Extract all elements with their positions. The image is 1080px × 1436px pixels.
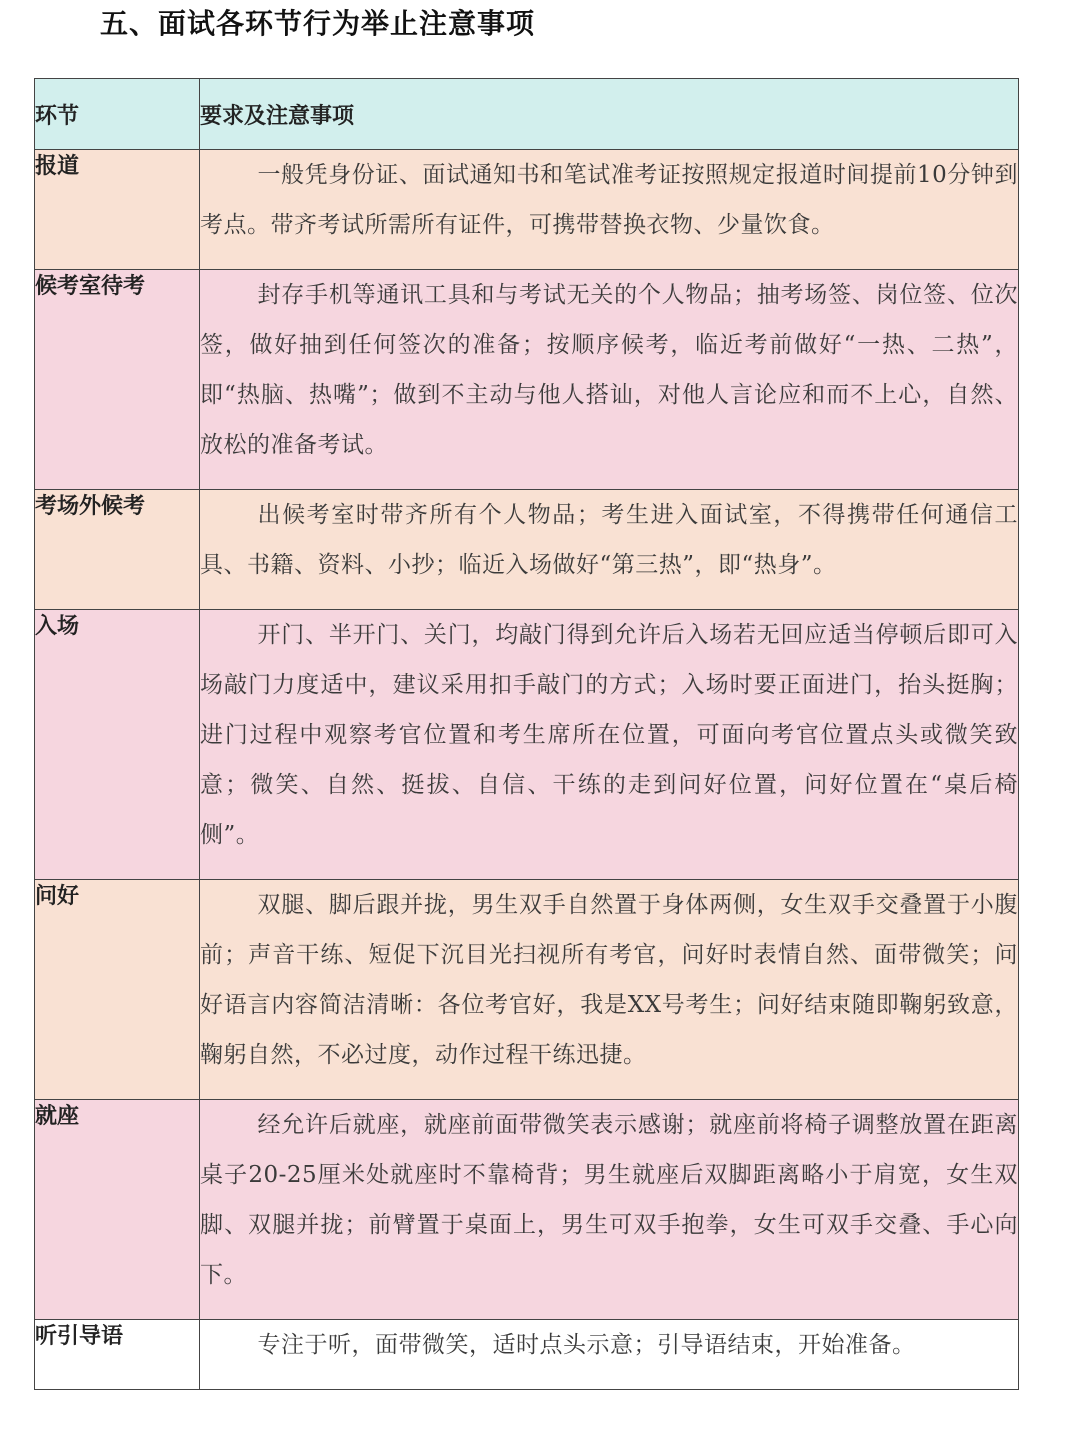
stage-cell: 问好 <box>35 880 200 1100</box>
stage-cell: 报道 <box>35 150 200 270</box>
stage-cell: 就座 <box>35 1100 200 1320</box>
requirement-cell: 开门、半开门、关门，均敲门得到允许后入场若无回应适当停顿后即可入场敲门力度适中，建议采用扣手敲门的方式；入场时要正面进门，抬头挺胸；进门过程中观察考官位置和考生席所在位置，可面向考官位置点头或微笑致意；微笑、自然、挺拔、自信、干练的走到问好位置，问好位置在“桌后椅侧”。 <box>200 610 1019 880</box>
table-row <box>35 490 1019 610</box>
page-title: 五、面试各环节行为举止注意事项 <box>100 7 536 40</box>
stage-cell: 入场 <box>35 610 200 880</box>
header-stage: 环节 <box>35 79 200 150</box>
requirement-cell: 封存手机等通讯工具和与考试无关的个人物品；抽考场签、岗位签、位次签，做好抽到任何签次的准备；按顺序候考，临近考前做好“一热、二热”，即“热脑、热嘴”；做到不主动与他人搭讪，对他人言论应和而不上心，自然、放松的准备考试。 <box>200 270 1019 490</box>
stage-cell: 考场外候考 <box>35 490 200 610</box>
requirement-cell: 出候考室时带齐所有个人物品；考生进入面试室，不得携带任何通信工具、书籍、资料、小抄；临近入场做好“第三热”，即“热身”。 <box>200 490 1019 610</box>
header-requirements: 要求及注意事项 <box>200 79 1019 150</box>
table-row <box>35 610 1019 880</box>
table-row <box>35 1320 1019 1390</box>
table-row <box>35 150 1019 270</box>
stage-cell: 候考室待考 <box>35 270 200 490</box>
requirement-cell: 专注于听，面带微笑，适时点头示意；引导语结束，开始准备。 <box>200 1320 1019 1390</box>
table-row <box>35 880 1019 1100</box>
table-row <box>35 1100 1019 1320</box>
stage-cell: 听引导语 <box>35 1320 200 1390</box>
requirement-cell: 经允许后就座，就座前面带微笑表示感谢；就座前将椅子调整放置在距离桌子20-25厘米处就座时不靠椅背；男生就座后双脚距离略小于肩宽，女生双脚、双腿并拢；前臂置于桌面上，男生可双手抱拳，女生可双手交叠、手心向下。 <box>200 1100 1019 1320</box>
table-row <box>35 270 1019 490</box>
guidelines-table <box>34 78 1019 1390</box>
requirement-cell: 一般凭身份证、面试通知书和笔试准考证按照规定报道时间提前10分钟到考点。带齐考试所需所有证件，可携带替换衣物、少量饮食。 <box>200 150 1019 270</box>
table-header-row <box>35 79 1019 150</box>
requirement-cell: 双腿、脚后跟并拢，男生双手自然置于身体两侧，女生双手交叠置于小腹前；声音干练、短促下沉目光扫视所有考官，问好时表情自然、面带微笑；问好语言内容简洁清晰：各位考官好，我是XX号考生；问好结束随即鞠躬致意，鞠躬自然，不必过度，动作过程干练迅捷。 <box>200 880 1019 1100</box>
